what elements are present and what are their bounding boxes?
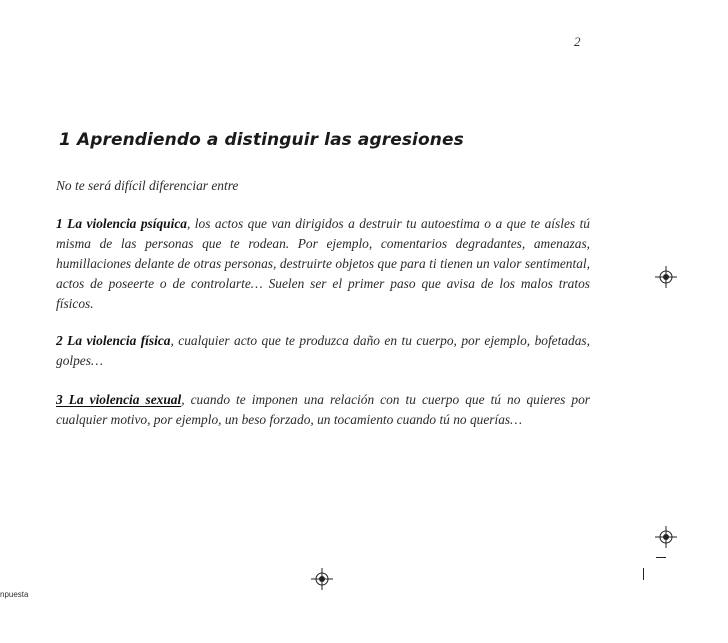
slug-text: npuesta [0, 590, 29, 599]
section-heading: 1 Aprendiendo a distinguir las agresiones [59, 130, 464, 150]
paragraph-physical-violence [56, 331, 590, 371]
crop-mark-horizontal [656, 557, 666, 558]
term-physical-violence: 2 La violencia física [56, 333, 171, 348]
crop-mark-vertical [643, 568, 644, 580]
paragraph-sexual-violence [56, 390, 590, 430]
term-sexual-violence: 3 La violencia sexual [56, 392, 182, 407]
paragraph-text: , cualquier acto que te produzca daño en tu cuerpo, por ejemplo, bofetadas, golpes… [56, 333, 590, 368]
registration-mark-icon [655, 526, 677, 548]
paragraph-text: , cuando te imponen una relación con tu cuerpo que tú no quieres por cualquier motivo, por ejemplo, un beso forzado, un tocamiento cuando tú no querías… [56, 392, 590, 427]
term-psychological-violence: 1 La violencia psíquica [56, 216, 187, 231]
paragraph-text: , los actos que van dirigidos a destruir tu autoestima o a que te aísles tú misma de las personas que te rodean. Por ejemplo, comentarios degradantes, amenazas, humillaciones delante de otras personas, destruirte objetos que para ti tienen un valor sentimental, actos de poseerte o de controlarte… Suelen ser el primer paso que avisa de los malos tratos físicos. [56, 216, 590, 311]
page-number: 2 [574, 34, 581, 49]
registration-mark-icon [311, 568, 333, 590]
paragraph-psychological-violence [56, 214, 590, 314]
intro-text: No te será difícil diferenciar entre [56, 178, 239, 193]
registration-mark-icon [655, 266, 677, 288]
